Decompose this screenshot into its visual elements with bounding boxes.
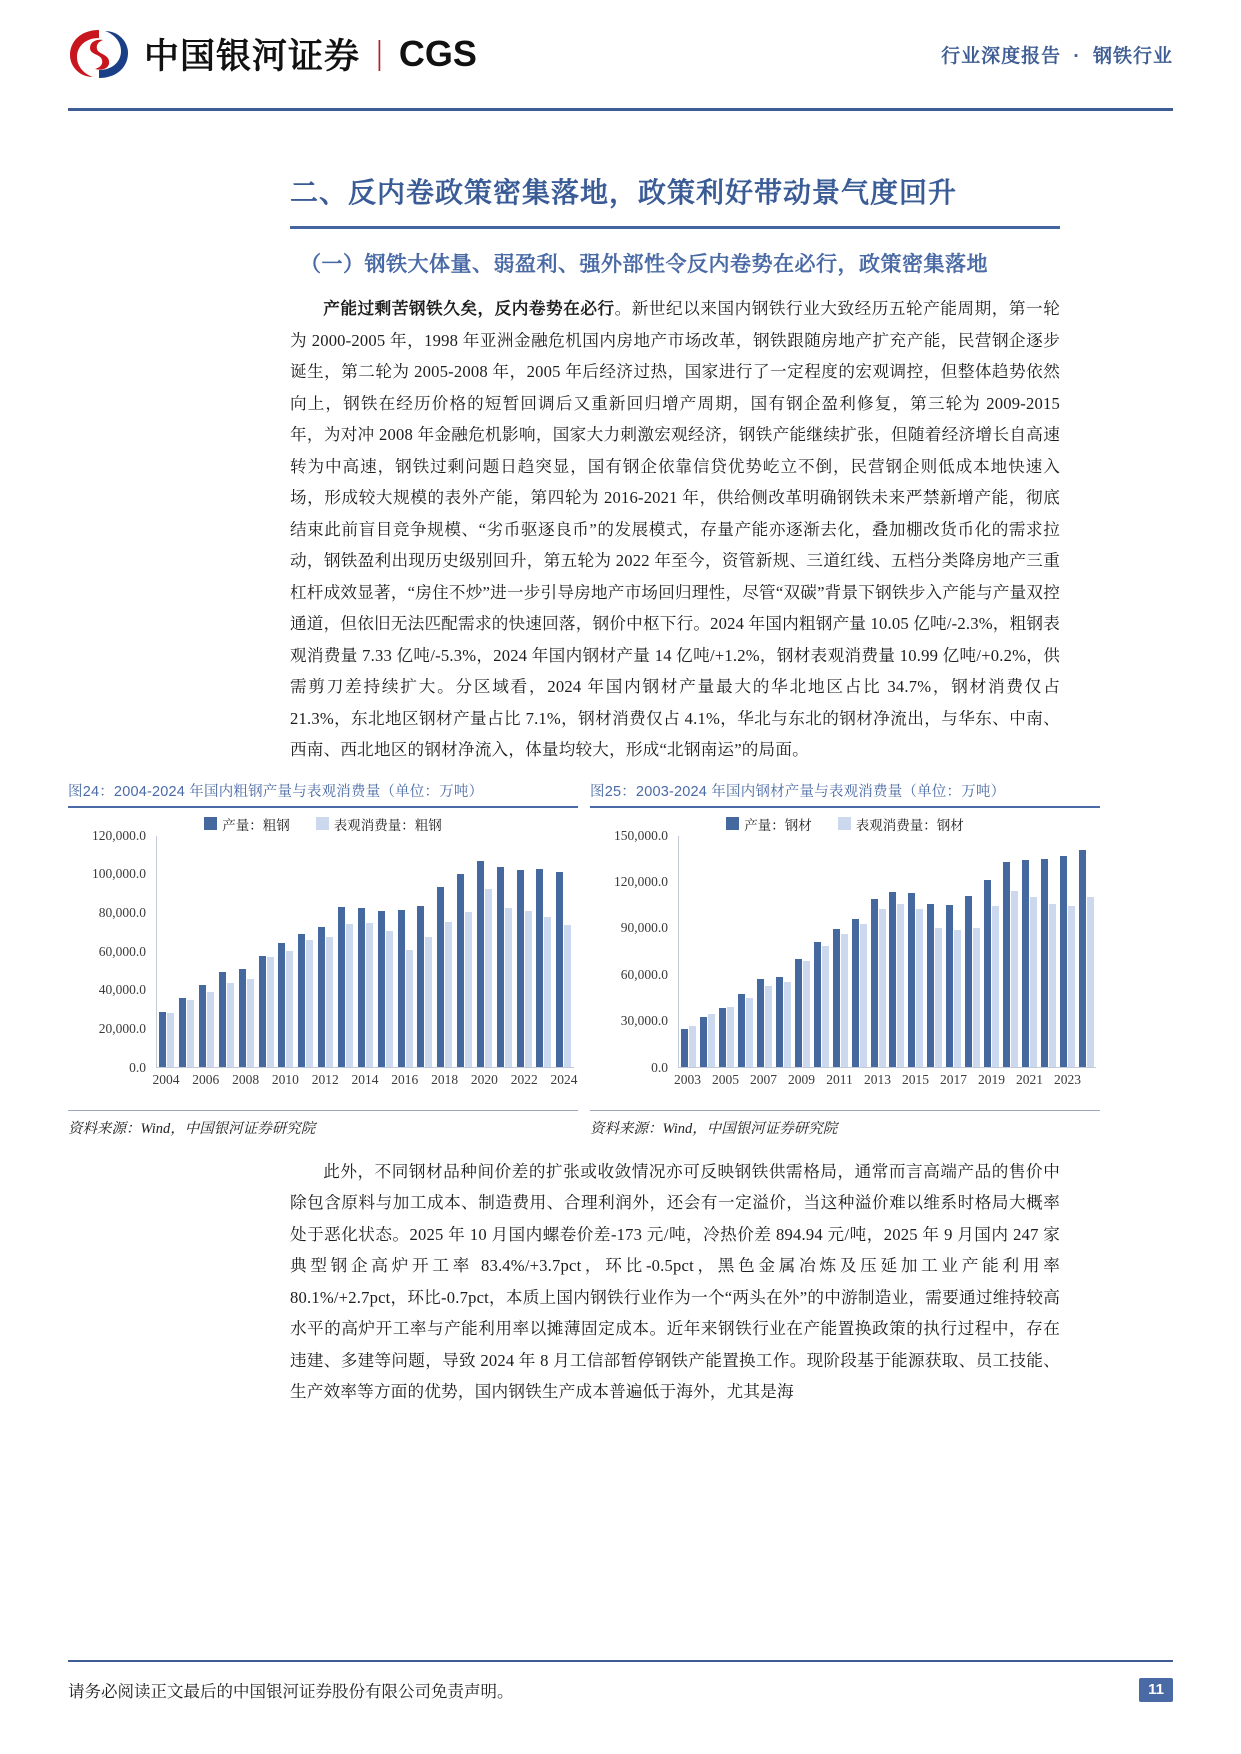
paragraph-1 (290, 293, 1060, 766)
bar-group (852, 836, 867, 1067)
bar-consumption (897, 904, 904, 1066)
bar-production (239, 969, 246, 1066)
bar-group (1041, 836, 1056, 1067)
bar-production (318, 927, 325, 1067)
bar-consumption (544, 917, 551, 1067)
bar-consumption (445, 922, 452, 1067)
bar-consumption (803, 961, 810, 1067)
bar-consumption (187, 1000, 194, 1067)
bar-group (833, 836, 848, 1067)
bar-production (719, 1008, 726, 1066)
x-axis-tick-label: 2005 (712, 1071, 739, 1087)
bar-group (219, 836, 234, 1067)
bar-production (437, 887, 444, 1066)
header-report-type: 行业深度报告 (941, 45, 1062, 67)
bar-group (1060, 836, 1075, 1067)
bar-group (457, 836, 472, 1067)
bar-production (1079, 850, 1086, 1067)
bar-group (776, 836, 791, 1067)
bar-production (1003, 862, 1010, 1067)
bar-consumption (465, 912, 472, 1066)
bar-production (338, 907, 345, 1066)
bar-production (159, 1012, 166, 1067)
bar-production (965, 896, 972, 1067)
x-axis-tick-label: 2008 (232, 1071, 260, 1087)
bar-production (457, 874, 464, 1066)
figure-24-x-axis (152, 1071, 578, 1096)
header-divider (68, 108, 1173, 111)
bar-group (984, 836, 999, 1067)
bar-group (556, 836, 571, 1067)
bar-group (179, 836, 194, 1067)
bar-production (378, 911, 385, 1066)
bar-consumption (366, 923, 373, 1066)
page-number-badge: 11 (1139, 1678, 1173, 1702)
bar-consumption (286, 951, 293, 1067)
bar-group (965, 836, 980, 1067)
bar-group (814, 836, 829, 1067)
bar-consumption (841, 934, 848, 1067)
bar-group (795, 836, 810, 1067)
figure-25-bars (678, 836, 1096, 1068)
x-axis-tick-label: 2015 (902, 1071, 929, 1087)
x-axis-tick-label: 2012 (311, 1071, 339, 1087)
bar-group (1022, 836, 1037, 1067)
paragraph-block-1 (290, 293, 1060, 766)
y-axis-tick-label: 120,000.0 (614, 873, 668, 889)
bar-production (1022, 860, 1029, 1067)
bar-consumption (973, 928, 980, 1067)
bar-production (738, 994, 745, 1066)
x-axis-tick-label: 2010 (271, 1071, 299, 1087)
bar-group (497, 836, 512, 1067)
bar-production (556, 872, 563, 1066)
y-axis-tick-label: 100,000.0 (92, 866, 146, 882)
paragraph-1-lead: 产能过剩苦钢铁久矣，反内卷势在必行 (323, 299, 615, 318)
bar-production (681, 1029, 688, 1066)
legend-label-production: 产量：钢材 (744, 817, 812, 833)
legend-item-production (726, 814, 812, 834)
x-axis-tick-label: 2017 (939, 1071, 967, 1087)
bar-group (757, 836, 772, 1067)
bar-production (795, 959, 802, 1066)
bar-consumption (267, 957, 274, 1066)
bar-consumption (708, 1014, 715, 1066)
bar-production (889, 892, 896, 1066)
x-axis-tick-label: 2018 (431, 1071, 459, 1087)
figure-25 (590, 780, 1100, 1138)
legend-swatch-consumption-icon (316, 817, 329, 830)
bar-consumption (386, 931, 393, 1067)
legend-swatch-production-icon (204, 817, 217, 830)
bar-consumption (916, 909, 923, 1066)
x-axis-tick-label: 2004 (152, 1071, 180, 1087)
page-footer (68, 1678, 1173, 1702)
bar-group (700, 836, 715, 1067)
bar-group (437, 836, 452, 1067)
bar-consumption (784, 982, 791, 1067)
x-axis-tick-label: 2021 (1016, 1071, 1043, 1087)
figures-row (0, 780, 1241, 1138)
figure-25-plot-area (590, 827, 1100, 1096)
y-axis-tick-label: 20,000.0 (98, 1020, 146, 1036)
bar-consumption (346, 924, 353, 1067)
bar-production (179, 998, 186, 1066)
bar-group (946, 836, 961, 1067)
x-axis-tick-label: 2009 (788, 1071, 815, 1087)
bar-consumption (505, 908, 512, 1067)
page-title: 二、反内卷政策密集落地，政策利好带动景气度回升 (290, 177, 958, 208)
title-underline (290, 226, 1060, 229)
bar-group (871, 836, 886, 1067)
legend-item-consumption (316, 814, 442, 834)
y-axis-tick-label: 40,000.0 (98, 982, 146, 998)
figure-25-source: 资料来源：Wind，中国银河证券研究院 (590, 1110, 1100, 1138)
bar-production (219, 972, 226, 1067)
bar-group (398, 836, 413, 1067)
legend-swatch-production-icon (726, 817, 739, 830)
header-industry: 钢铁行业 (1092, 45, 1173, 67)
x-axis-tick-label: 2019 (978, 1071, 1005, 1087)
bar-production (1060, 856, 1067, 1067)
bar-group (889, 836, 904, 1067)
bar-production (298, 934, 305, 1066)
brand-name: 中国银河证券 (144, 37, 361, 76)
bar-consumption (1087, 897, 1094, 1067)
brand-lockup (68, 26, 477, 82)
x-axis-tick-label: 2024 (550, 1071, 578, 1087)
bar-consumption (954, 930, 961, 1067)
legend-item-production (204, 814, 290, 834)
legend-item-consumption (838, 814, 964, 834)
bar-consumption (765, 986, 772, 1066)
bar-group (298, 836, 313, 1067)
bar-consumption (485, 889, 492, 1066)
bar-group (278, 836, 293, 1067)
bar-group (1003, 836, 1018, 1067)
footer-divider (68, 1660, 1173, 1662)
bar-group (927, 836, 942, 1067)
bar-production (776, 977, 783, 1067)
bar-group (259, 836, 274, 1067)
x-axis-tick-label: 2006 (192, 1071, 220, 1087)
bar-consumption (425, 937, 432, 1066)
bar-group (318, 836, 333, 1067)
bar-group (477, 836, 492, 1067)
bar-group (719, 836, 734, 1067)
y-axis-tick-label: 30,000.0 (620, 1013, 668, 1029)
x-axis-tick-label: 2013 (864, 1071, 891, 1087)
bar-group (536, 836, 551, 1067)
y-axis-tick-label: 80,000.0 (98, 904, 146, 920)
bar-production (946, 905, 953, 1067)
bar-production (927, 904, 934, 1066)
bar-production (984, 880, 991, 1066)
figure-25-title: 图25：2003-2024 年国内钢材产量与表观消费量（单位：万吨） (590, 783, 1006, 800)
bar-consumption (306, 940, 313, 1066)
bar-consumption (1049, 904, 1056, 1066)
x-axis-tick-label: 2011 (826, 1071, 853, 1087)
y-axis-tick-label: 0.0 (129, 1059, 146, 1075)
bar-production (199, 985, 206, 1066)
figure-24-y-axis (68, 827, 154, 1075)
bar-production (833, 929, 840, 1066)
bar-group (239, 836, 254, 1067)
bar-group (517, 836, 532, 1067)
bar-consumption (860, 924, 867, 1067)
paragraph-1-body: 。新世纪以来国内钢铁行业大致经历五轮产能周期，第一轮为 2000-2005 年，1998 年亚洲金融危机国内房地产市场改革，钢铁跟随房地产扩充产能，民营钢企逐步诞生，第二轮为 2005-2008 年，2005 年后经济过热，国家进行了一定程度的宏观调控，但整体趋势依然向上，钢铁在经历价格的短暂回调后又重新回归增产周期，国有钢企盈利修复，第三轮为 2009-2015 年，为对冲 2008 年金融危机影响，国家大力刺激宏观经济，钢铁产能继续扩张，但随着经济增长自高速转为中高速，钢铁过剩问题日趋突显，国有钢企依靠信贷优势屹立不倒，民营钢企则低成本地快速入场，形成较大规模的表外产能，第四轮为 2016-2021 年，供给侧改革明确钢铁未来严禁新增产能，彻底结束此前盲目竞争规模、“劣币驱逐良币”的发展模式，存量产能亦逐渐去化，叠加棚改货币化的需求拉动，钢铁盈利出现历史级别回升，第五轮为 2022 年至今，资管新规、三道红线、五档分类降房地产三重杠杆成效显著，“房住不炒”进一步引导房地产市场回归理性，尽管“双碳”背景下钢铁步入产能与产量双控通道，但依旧无法匹配需求的快速回落，钢价中枢下行。2024 年国内粗钢产量 10.05 亿吨/-2.3%，粗钢表观消费量 7.33 亿吨/-5.3%，2024 年国内钢材产量 14 亿吨/+1.2%，钢材表观消费量 10.99 亿吨/+0.2%，供需剪刀差持续扩大。分区域看，2024 年国内钢材产量最大的华北地区占比 34.7%，钢材消费仅占 21.3%，东北地区钢材产量占比 7.1%，钢材消费仅占 4.1%，华北与东北的钢材净流出，与华东、中南、西南、西北地区的钢材净流入，体量均较大，形成“北钢南运”的局面。 (290, 299, 1060, 759)
page-content (0, 150, 1241, 1408)
figure-25-y-axis (590, 827, 676, 1075)
footer-disclaimer: 请务必阅读正文最后的中国银河证券股份有限公司免责声明。 (68, 1683, 514, 1701)
legend-label-consumption: 表观消费量：钢材 (855, 817, 964, 833)
x-axis-tick-label: 2023 (1054, 1071, 1081, 1087)
bar-production (852, 919, 859, 1067)
x-axis-tick-label: 2014 (351, 1071, 379, 1087)
figure-24-plot-area (68, 827, 578, 1096)
bar-group (159, 836, 174, 1067)
bar-consumption (326, 937, 333, 1066)
header-dot-separator: · (1073, 45, 1081, 67)
bar-production (536, 869, 543, 1066)
bar-production (1041, 859, 1048, 1066)
paragraph-2: 此外，不同钢材品种间价差的扩张或收敛情况亦可反映钢铁供需格局，通常而言高端产品的售价中除包含原料与加工成本、制造费用、合理利润外，还会有一定溢价，当这种溢价难以维系时格局大概率处于恶化状态。2025 年 10 月国内螺卷价差-173 元/吨，冷热价差 894.94 元/吨，2025 年 9 月国内 247 家典型钢企高炉开工率 83.4%/+3.7pct，环比-0.5pct，黑色金属冶炼及压延加工业产能利用率 80.1%/+2.7pct，环比-0.7pct，本质上国内钢铁行业作为一个“两头在外”的中游制造业，需要通过维持较高水平的高炉开工率与产能利用率以摊薄固定成本。近年来钢铁行业在产能置换政策的执行过程中，存在违建、多建等问题，导致 2024 年 8 月工信部暂停钢铁产能置换工作。现阶段基于能源获取、员工技能、生产效率等方面的优势，国内钢铁生产成本普遍低于海外，尤其是海 (290, 1161, 1060, 1401)
figure-24-bars (156, 836, 574, 1068)
cgs-swirl-logo-icon (68, 26, 130, 82)
figure-24-source: 资料来源：Wind，中国银河证券研究院 (68, 1110, 578, 1138)
bar-group (378, 836, 393, 1067)
bar-consumption (1068, 906, 1075, 1066)
bar-group (1079, 836, 1094, 1067)
bar-production (871, 899, 878, 1066)
figure-25-body (590, 808, 1100, 1108)
bar-consumption (689, 1026, 696, 1066)
figure-24-title: 图24：2004-2024 年国内粗钢产量与表观消费量（单位：万吨） (68, 783, 484, 800)
bar-production (814, 942, 821, 1066)
brand-separator: | (376, 35, 383, 72)
bar-production (497, 867, 504, 1067)
bar-consumption (822, 946, 829, 1066)
bar-group (908, 836, 923, 1067)
brand-abbreviation: CGS (398, 33, 477, 74)
bar-consumption (727, 1007, 734, 1067)
bar-production (358, 908, 365, 1067)
y-axis-tick-label: 60,000.0 (620, 966, 668, 982)
bar-consumption (227, 983, 234, 1067)
bar-consumption (935, 928, 942, 1066)
legend-label-consumption: 表观消费量：粗钢 (333, 817, 442, 833)
y-axis-tick-label: 60,000.0 (98, 943, 146, 959)
bar-production (417, 906, 424, 1067)
bar-production (757, 979, 764, 1066)
legend-label-production: 产量：粗钢 (222, 817, 290, 833)
x-axis-tick-label: 2003 (674, 1071, 701, 1087)
legend-swatch-consumption-icon (838, 817, 851, 830)
y-axis-tick-label: 90,000.0 (620, 920, 668, 936)
bar-group (681, 836, 696, 1067)
bar-consumption (992, 906, 999, 1067)
figure-25-x-axis (674, 1071, 1096, 1096)
bar-production (477, 861, 484, 1067)
y-axis-tick-label: 150,000.0 (614, 827, 668, 843)
subsection-title: （一）钢铁大体量、弱盈利、强外部性令反内卷势在必行，政策密集落地 (300, 253, 988, 276)
header-report-label (941, 41, 1173, 68)
bar-group (738, 836, 753, 1067)
page-header (0, 0, 1241, 108)
bar-consumption (1030, 897, 1037, 1066)
x-axis-tick-label: 2007 (750, 1071, 777, 1087)
bar-production (908, 893, 915, 1067)
bar-consumption (746, 998, 753, 1066)
bar-production (700, 1017, 707, 1066)
bar-group (417, 836, 432, 1067)
bar-production (259, 956, 266, 1067)
bar-production (398, 910, 405, 1066)
bar-group (358, 836, 373, 1067)
bar-consumption (564, 925, 571, 1067)
bar-production (278, 943, 285, 1066)
bar-group (199, 836, 214, 1067)
bar-consumption (167, 1013, 174, 1067)
bar-consumption (207, 992, 214, 1067)
figure-24-body (68, 808, 578, 1108)
y-axis-tick-label: 0.0 (651, 1059, 668, 1075)
paragraph-block-2 (290, 1156, 1060, 1408)
figure-24 (68, 780, 578, 1138)
bar-group (338, 836, 353, 1067)
bar-consumption (525, 911, 532, 1066)
bar-consumption (1011, 891, 1018, 1067)
bar-production (517, 870, 524, 1067)
x-axis-tick-label: 2020 (470, 1071, 498, 1087)
x-axis-tick-label: 2016 (391, 1071, 419, 1087)
bar-consumption (406, 950, 413, 1066)
bar-consumption (879, 909, 886, 1067)
y-axis-tick-label: 120,000.0 (92, 827, 146, 843)
bar-consumption (247, 979, 254, 1067)
x-axis-tick-label: 2022 (510, 1071, 538, 1087)
